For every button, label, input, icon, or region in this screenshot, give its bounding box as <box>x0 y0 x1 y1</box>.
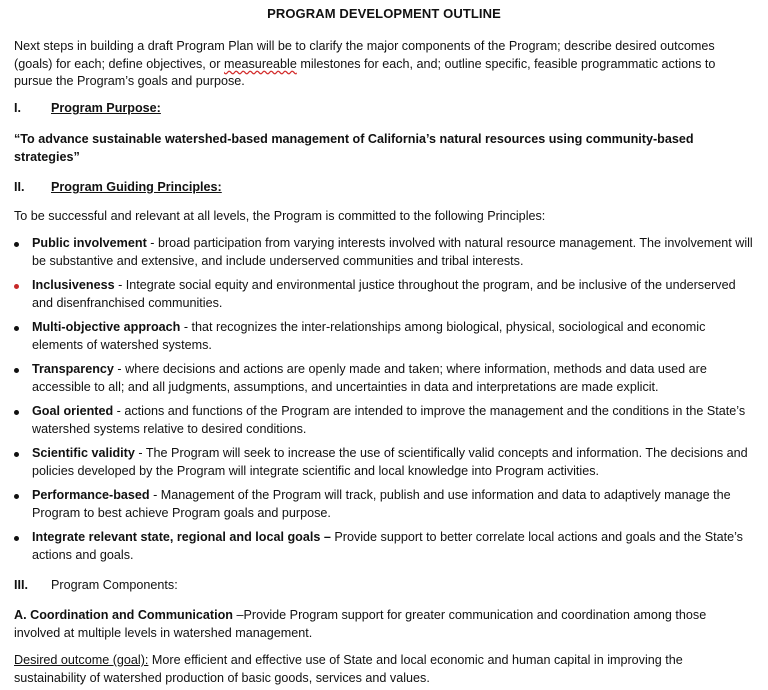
bullet-icon <box>14 403 24 421</box>
desired-outcome-label: Desired outcome (goal): <box>14 653 149 667</box>
principle-term: Goal oriented <box>32 404 114 418</box>
section-heading-purpose <box>14 100 161 117</box>
purpose-statement: “To advance sustainable watershed-based management of California’s natural resources using community-based strategies” <box>14 132 694 164</box>
bullet-icon <box>14 445 24 463</box>
intro-text-start: Next steps in building a draft Program Plan will be to clarify the major components of the Program; describe desired outcomes (goals) for each; define objectives, or <box>14 39 715 71</box>
section-title: Program Components: <box>51 578 178 592</box>
principle-text: - Integrate social equity and environmental justice throughout the program, and be inclusive of the underserved and disenfranchised communities. <box>32 278 736 310</box>
bullet-icon <box>14 361 24 379</box>
principle-term: Performance-based <box>32 488 150 502</box>
principles-intro: To be successful and relevant at all levels, the Program is committed to the following Principles: <box>14 209 546 223</box>
principle-text: - The Program will seek to increase the use of scientifically valid concepts and information. The decisions and policies developed by the Program will integrate scientific and local knowledge into Program activities. <box>32 446 748 478</box>
intro-text-end: milestones for each, and; outline specific, feasible programmatic actions to pursue the Program’s goals and purpose. <box>14 56 716 89</box>
principle-text: - where decisions and actions are openly made and taken; where information, methods and data used are accessible to all; and all judgments, assumptions, and uncertainties in data and interpretations are made explicit. <box>32 362 707 394</box>
section-title: Program Guiding Principles: <box>51 180 222 194</box>
section-number: I. <box>14 101 21 115</box>
section-heading-principles <box>14 179 222 196</box>
principle-text: Provide support to better correlate local actions and goals and the State’s actions and goals. <box>32 530 743 562</box>
component-a-paragraph <box>14 607 754 642</box>
component-a-text: –Provide Program support for greater communication and coordination among those involved at multiple levels in watershed management. <box>14 608 707 640</box>
principle-text: - that recognizes the inter-relationships among biological, physical, sociological and economic elements of watershed systems. <box>32 320 706 352</box>
section-number: II. <box>14 180 25 194</box>
section-title: Program Purpose: <box>51 101 161 115</box>
principle-term: Public involvement <box>32 236 147 250</box>
bullet-icon <box>14 487 24 505</box>
bullet-icon <box>14 235 24 253</box>
component-a-term: A. Coordination and Communication <box>14 608 233 622</box>
principle-term: Inclusiveness <box>32 278 115 292</box>
bullet-icon <box>14 277 24 295</box>
bullet-icon <box>14 319 24 337</box>
intro-paragraph <box>14 38 754 91</box>
desired-outcome-text: More efficient and effective use of State and local economic and human capital in improving the sustainability of watershed production of basic goods, services and values. <box>14 653 683 685</box>
spellcheck-flagged-word[interactable]: measureable <box>224 56 297 71</box>
principle-term: Transparency <box>32 362 114 376</box>
document-title: PROGRAM DEVELOPMENT OUTLINE <box>267 6 501 21</box>
principle-term: Multi-objective approach <box>32 320 181 334</box>
desired-outcome-paragraph <box>14 652 754 687</box>
principle-term: Scientific validity <box>32 446 135 460</box>
principle-text: - broad participation from varying interests involved with natural resource management. The involvement will be substantive and extensive, and include underserved communities and tribal interests. <box>32 236 753 268</box>
principle-text: - actions and functions of the Program are intended to improve the management and the conditions in the State’s watershed systems relative to desired conditions. <box>32 404 746 436</box>
section-heading-components <box>14 577 178 594</box>
section-number: III. <box>14 578 28 592</box>
principle-term: Integrate relevant state, regional and local goals – <box>32 530 331 544</box>
bullet-icon <box>14 529 24 547</box>
principle-text: - Management of the Program will track, publish and use information and data to adaptively manage the Program to best achieve Program goals and purpose. <box>32 488 731 520</box>
